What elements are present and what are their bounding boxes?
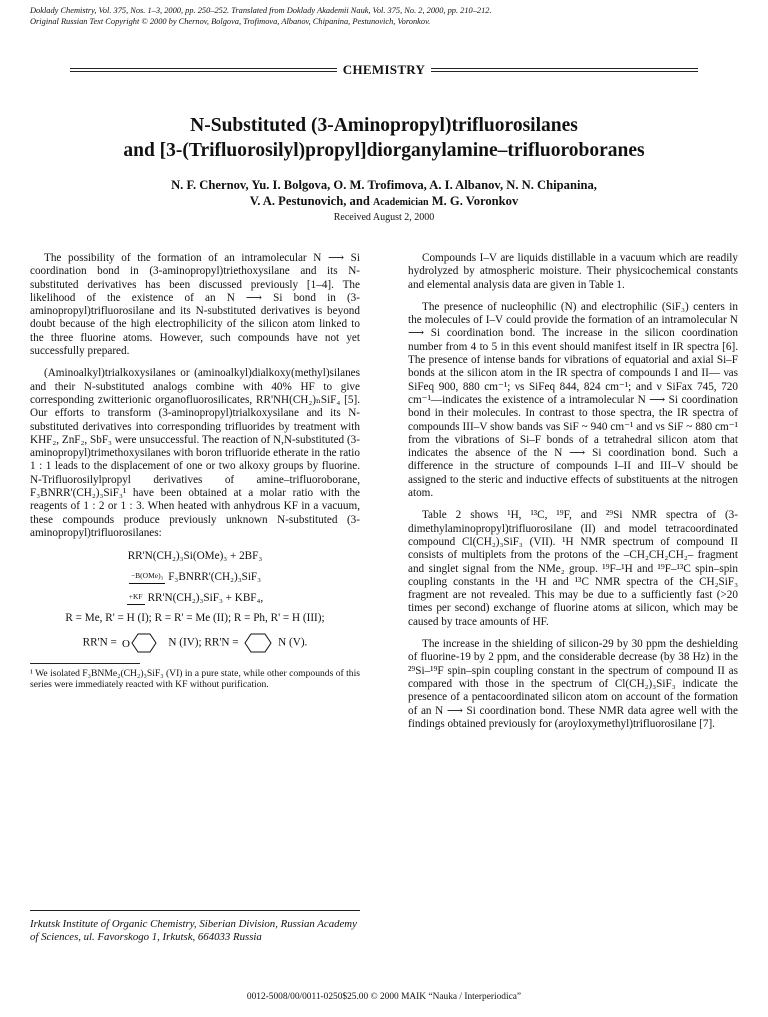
right-paragraph-2: The presence of nucleophilic (N) and electrophilic (SiF₃) centers in the molecules of I–V could provide the formation of an intramolecular N ⟶ Si coordination bond. The increase in the silicon coordination number from 4 to 5 in this event should manifest itself in IR spectra [6]. The presence of intense bands for vibrations of equatorial and axial Si–F bonds at the silicon atom in the IR spectra of compounds I and II— νas SiFeq 900, 880 cm⁻¹; νs SiFeq 844, 824 cm⁻¹; and ν SiFax 745, 720 cm⁻¹—indicates the existence of a intramolecular N ⟶ Si coordination bond in their molecules. In contrast to those spectra, the IR spectra of compounds III–V show bands νas SiF ~ 940 cm⁻¹ and νs SiF ~ 880 cm⁻¹ from the vibrations of Si–F bonds of a tetrahedral silicon atom that indicates the absence of the N ⟶ Si coordination bond. Such a difference in the structure of compounds I–II and III–V should be assigned to the steric and inductive effects of substituents at the nitrogen atom. <box>408 300 738 500</box>
authors-line-2 <box>30 193 738 211</box>
left-paragraph-2: (Aminoalkyl)trialkoxysilanes or (aminoalkyl)dialkoxy(methyl)silanes and their N-substituted analogs combine with 40% HF to give corresponding zwitterionic organofluorosilicates, RR'NH(CH₂)ₙSiF₄ [5]. Our efforts to transform (3-aminopropyl)trialkoxysilane and its N-substituted derivatives into corresponding trifluorides by treatment with KHF₂, ZnF₂, SbF₃ were unsuccessful. The reaction of N,N-substituted (3-aminopropyl)trimethoxysilanes with boron trifluoride etherate in the ratio 1 : 1 leads to the displacement of one or two alkoxy groups by fluorine. N-Trifluorosilylpropyl derivatives of amine–trifluoroborane, F₃BNRR'(CH₂)₃SiF₃¹ have been obtained at a molar ratio with the reagents of 1 : 2 or 1 : 3. When heated with anhydrous KF in a vacuum, these compounds produce previously unknown N-substituted (3-aminopropyl)trifluorosilanes: <box>30 367 360 539</box>
page-footer: 0012-5008/00/0011-0250$25.00 © 2000 MAIK “Nauka / Interperiodica” <box>246 992 522 1002</box>
section-label: CHEMISTRY <box>342 62 426 77</box>
equation-arrow-label-1: −B(OMe)₃ <box>129 569 165 584</box>
title-line-1: N-Substituted (3-Aminopropyl)trifluorosilanes <box>190 115 578 136</box>
authors-line-2b: M. G. Voronkov <box>428 194 519 208</box>
affiliation-rule <box>30 910 360 911</box>
authors-line-1: N. F. Chernov, Yu. I. Bolgova, O. M. Trofimova, A. I. Albanov, N. N. Chipanina, <box>171 178 597 192</box>
equation-line-2 <box>30 569 360 584</box>
equation-line-3-text: RR'N(CH₂)₃SiF₃ + KBF₄, <box>147 592 264 605</box>
right-paragraph-3: Table 2 shows ¹H, ¹³C, ¹⁹F, and ²⁹Si NMR spectra of (3-dimethylaminopropyl)trifluorosilane (II) and model tetracoordinated compound Cl(CH₂)₃SiF₃ (VII). ¹H NMR spectrum of compound II consists of multiplets from the protons of the –CH₂CH₂CH₂– fragment and singlet signal from the NMe₂ group. ¹⁹F–¹H and ¹⁹F–¹³C spin–spin coupling constants in the ¹H and ¹³C NMR spectra of the CH₂SiF₃ fragment are not revealed. This may be due to a sufficiently fast (>20 times per second) exchange of fluorine atoms at silicon, which may be caused by trace amounts of HF. <box>408 509 738 628</box>
left-paragraph-1: The possibility of the formation of an intramolecular N ⟶ Si coordination bond in (3-aminopropyl)triethoxysilane and its N-substituted derivatives has been discussed previously [1–4]. The likelihood of the existence of an N ⟶ Si bond in (3-aminopropyl)trifluorosilane and its N-substituted derivatives is beyond doubt because of the high electrophilicity of the silicon atom linked to the three fluorine atoms. However, such compounds have not yet successfully prepared. <box>30 252 360 358</box>
footnote: ¹ We isolated F₃BNMe₂(CH₂)₃SiF₃ (VI) in a pure state, while other compounds of this series were immediately reacted with KF without purification. <box>30 668 360 691</box>
morpholine-ring-icon <box>120 631 166 655</box>
ring-definitions <box>30 631 360 655</box>
running-header <box>30 6 492 27</box>
piperidine-ring-icon <box>241 631 275 655</box>
right-paragraph-4: The increase in the shielding of silicon-29 by 30 ppm the deshielding of fluorine-19 by 2 ppm, and the considerable decrease (by 38 Hz) in the ²⁹Si–¹⁹F spin–spin coupling constant in the spectrum of compound II as compared with those in the spectrum of Cl(CH₂)₃SiF₃ indicate the presence of a pentacoordinated silicon atom on account of the formation of an N ⟶ Si coordination bond. These NMR data agree well with the findings obtained previously for (aroyloxymethyl)trifluorosilane [7]. <box>408 638 738 730</box>
right-column <box>408 252 738 740</box>
equation-line-2-text: F₃BNRR'(CH₂)₃SiF₃ <box>168 571 262 584</box>
left-column <box>30 252 360 690</box>
equation-line-3 <box>30 590 360 605</box>
right-paragraph-1: Compounds I–V are liquids distillable in a vacuum which are readily hydrolyzed by atmospheric moisture. Their physicochemical constants and elemental analysis data are given in Table 1. <box>408 252 738 291</box>
ring-def-b: N (IV); RR'N = <box>168 636 242 649</box>
article-title <box>30 113 738 163</box>
section-banner <box>70 60 698 80</box>
ring-def-a: RR'N = <box>82 636 120 649</box>
received-date: Received August 2, 2000 <box>333 212 435 223</box>
title-line-2: and [3-(Trifluorosilyl)propyl]diorganylamine–trifluoroboranes <box>123 140 645 161</box>
author-list <box>30 177 738 211</box>
header-line-2: Original Russian Text Copyright © 2000 by Chernov, Bolgova, Trofimova, Albanov, Chipanina, Pestunovich, Voronkov. <box>30 16 431 26</box>
substituent-definitions: R = Me, R' = H (I); R = R' = Me (II); R = Ph, R' = H (III); <box>65 612 325 625</box>
ring-def-c: N (V). <box>278 636 308 649</box>
affiliation: Irkutsk Institute of Organic Chemistry, Siberian Division, Russian Academy of Sciences, ul. Favorskogo 1, Irkutsk, 664033 Russia <box>30 918 357 943</box>
equation-arrow-label-2: +KF <box>127 590 145 605</box>
section-rule-right <box>431 68 698 72</box>
equation-line-1: RR'N(CH₂)₃Si(OMe)₃ + 2BF₃ <box>127 550 263 563</box>
academician-label: Academician <box>373 197 429 208</box>
ring-oxygen-label: O <box>121 638 130 651</box>
authors-line-2a: V. A. Pestunovich, and <box>249 194 374 208</box>
footnote-rule <box>30 663 140 664</box>
section-rule-left <box>70 68 337 72</box>
header-line-1: Doklady Chemistry, Vol. 375, Nos. 1–3, 2000, pp. 250–252. Translated from Doklady Akademii Nauk, Vol. 375, No. 2, 2000, pp. 210–212. <box>30 6 492 15</box>
